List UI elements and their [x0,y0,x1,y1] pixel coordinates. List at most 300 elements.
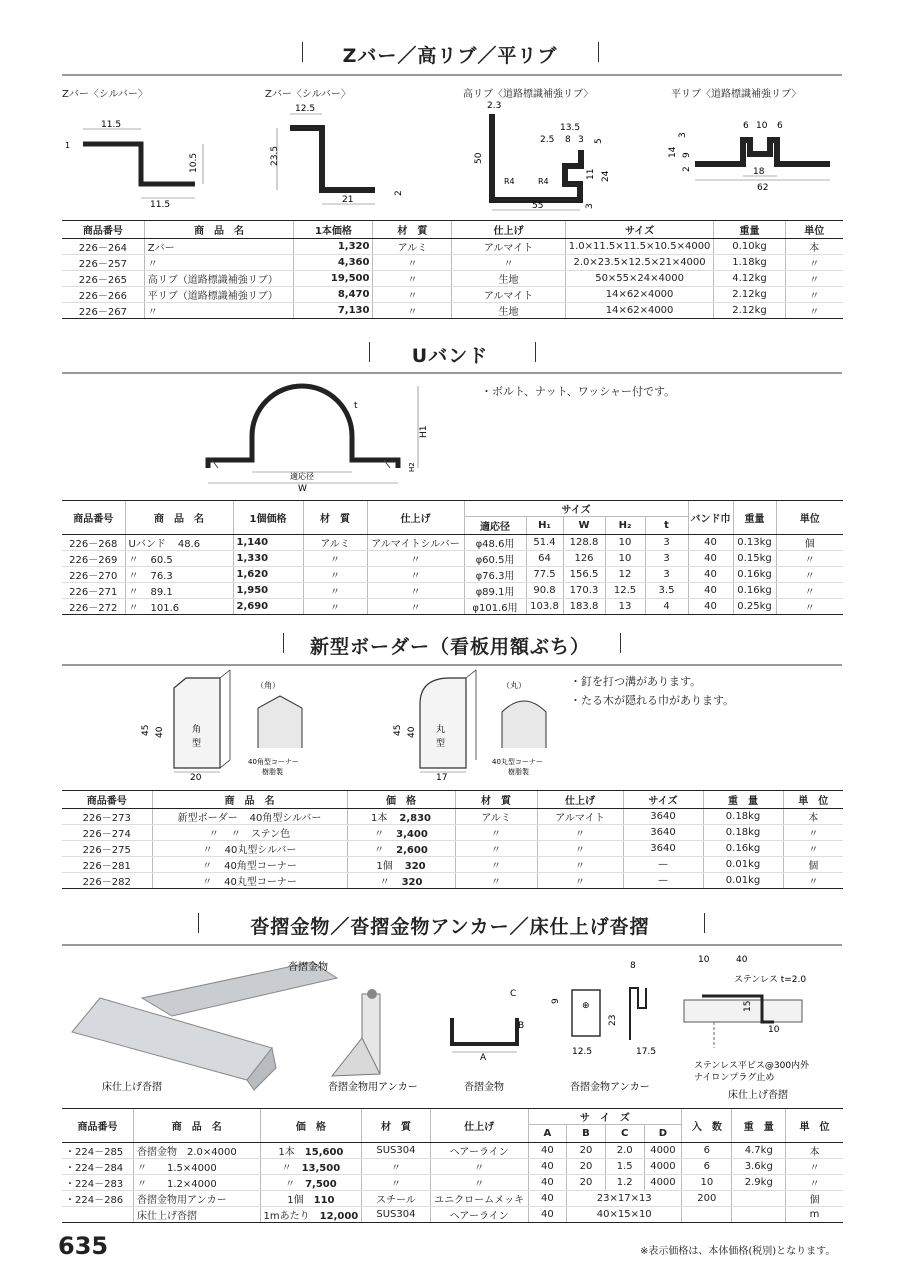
dim-fit: 適応径 [290,472,314,481]
diagram-label-floor: 床仕上げ沓摺 [728,1090,788,1101]
table-row [62,535,843,551]
dim-z2-top: 12.5 [295,104,316,114]
table-cell: 3640 [623,841,703,857]
section-rule [62,74,842,76]
dim-b40: 40 [407,726,417,738]
col-header: 単位 [776,501,843,535]
table-cell: 0.01kg [703,873,783,889]
col-header: t [645,517,688,535]
section-rule [62,664,842,666]
table-cell: 0.25kg [733,599,776,615]
table-cell: 2.12kg [714,303,785,319]
col-header: W [563,517,605,535]
table-cell: 226－282 [62,873,152,889]
table-cell: 128.8 [563,535,605,551]
dim-c: C [510,989,517,999]
dim-z2-t: 2 [394,190,404,196]
table-cell: 〃 [785,303,843,319]
table-cell: Zバー [144,239,294,255]
border-note-2: ・たる木が隠れる巾があります。 [570,694,735,707]
col-header: 適応径 [464,517,526,535]
dim-hr-b: 2.5 [540,135,555,145]
table-cell: 3 [645,535,688,551]
col-header: 仕上げ [367,501,464,535]
dim-hr-r2: R4 [538,177,549,186]
dim-t: t [354,401,358,411]
dim-b45: 45 [393,724,403,736]
table-cell: 226－269 [62,551,125,567]
table-cell: アルマイト [452,239,565,255]
col-header: サ イ ズ [528,1109,682,1125]
dim-fr-a: 6 [743,121,749,131]
uband-diagram [190,380,440,495]
table-cell: 10 [605,551,645,567]
table-cell: 〃 [776,583,843,599]
dim-fr-e: 14 [668,146,678,158]
table-cell: 14×62×4000 [565,303,714,319]
dim-h1: H1 [419,425,429,438]
table-cell: 13 [605,599,645,615]
dim-a45: 45 [141,724,151,736]
table-cell: 64 [526,551,563,567]
table-cell: 〃 101.6 [125,599,233,615]
dim-f10: 10 [698,955,710,965]
col-header: 単 位 [786,1109,843,1143]
table-cell: アルマイト [452,287,565,303]
table-cell: 226－275 [62,841,152,857]
table-cell: 0.16kg [703,841,783,857]
dim-hr-f: 11 [586,168,596,180]
col-header: 1本価格 [294,221,373,239]
col-header: 重量 [714,221,785,239]
round-corner-label: 40丸型コーナー [492,758,543,766]
table-cell: 1.0×11.5×11.5×10.5×4000 [565,239,714,255]
table-cell: 40 [688,535,733,551]
threshold-table-body [62,1143,843,1223]
table-cell: 156.5 [563,567,605,583]
table-cell: 1個 320 [347,857,455,873]
table-cell: 〃 [776,551,843,567]
table-cell: 40 [688,599,733,615]
svg-text:樹脂製: 樹脂製 [262,768,283,776]
table-row [62,303,843,319]
flat-rib-profile [695,140,830,164]
table-cell: 12.5 [605,583,645,599]
col-header: 材 質 [303,501,367,535]
table-cell: 226－274 [62,825,152,841]
dim-fr-w: 62 [757,183,769,193]
col-header: 商品番号 [62,1109,134,1143]
table-cell: 〃 [455,873,537,889]
table-cell: 生地 [452,303,565,319]
anchor-section [572,990,600,1036]
dim-hr-t: 2.3 [487,101,502,111]
table-row [62,271,843,287]
dim-h2: H2 [408,462,416,472]
col-header: 材 質 [362,1109,430,1143]
col-header: C [605,1125,644,1143]
border-table [62,790,843,889]
table-cell: 103.8 [526,599,563,615]
col-header: サイズ [464,501,688,517]
col-header: H₁ [526,517,563,535]
table-cell: 新型ボーダー 40角型シルバー [152,809,347,825]
table-cell: 7,130 [294,303,373,319]
table-cell: 〃 [455,841,537,857]
table-row: ・224－284 〃 1.5×4000 〃 13,500 〃 〃 40 20 1.5 4000 6 3.6kg 〃 [62,1159,843,1175]
table-cell: 〃 [455,857,537,873]
table-cell: アルミ [455,809,537,825]
diagram-label-high-rib: 高リブ〈道路標識補強リブ〉 [463,89,594,100]
table-row: ・224－286 沓摺金物用アンカー 1個 110 スチール ユニクロームメッキ 40 23×17×13 200 個 [62,1191,843,1207]
diagram-label-zbar2: Zバー〈シルバー〉 [265,89,351,100]
stainless-label: ステンレス t=2.0 [734,975,807,985]
table-cell: 0.16kg [733,567,776,583]
dim-fr-f: 9 [682,152,692,158]
dim-17-5: 17.5 [636,1047,657,1057]
col-header: 仕上げ [452,221,565,239]
dim-fr-d: 3 [678,132,688,138]
zbar-table [62,220,843,319]
section-title-zbar: Zバー／高リブ／平リブ [342,45,558,67]
table-row: ・224－283 〃 1.2×4000 〃 7,500 〃 〃 40 20 1.2 4000 10 2.9kg 〃 [62,1175,843,1191]
table-cell: 40 [688,567,733,583]
round-tag: （丸） [502,681,526,690]
table-cell: 高リブ（道路標識補強リブ） [144,271,294,287]
dim-23: 23 [608,1014,618,1026]
col-header: 重 量 [732,1109,786,1143]
dim-z1-bottom: 11.5 [150,200,171,210]
table-cell: 本 [785,239,843,255]
diagram-label-zbar1: Zバー〈シルバー〉 [62,89,148,100]
table-cell: 4.12kg [714,271,785,287]
table-cell: 0.15kg [733,551,776,567]
square-tag: （角） [256,681,280,690]
table-cell: 〃 [537,857,623,873]
square-border-profile [174,678,220,768]
table-cell: 3640 [623,809,703,825]
dim-z1-top: 11.5 [101,120,122,130]
table-cell: 〃 [785,255,843,271]
round-border-profile [420,678,466,768]
table-row [62,599,843,615]
dim-f40: 40 [736,955,748,965]
dim-z1-t: 1 [65,141,71,150]
table-cell: 40 [688,551,733,567]
zbar1-profile [83,144,195,184]
col-header: D [644,1125,682,1143]
table-cell: 〃 [785,287,843,303]
dim-hr-h: 50 [474,152,484,164]
dim-hr-a: 13.5 [560,123,581,133]
col-header: 材 質 [373,221,452,239]
table-cell: 2,690 [233,599,303,615]
dim-8: 8 [630,961,636,971]
table-cell: 1.18kg [714,255,785,271]
plug-label: ナイロンプラグ止め [694,1073,775,1083]
table-cell: 〃 [783,873,843,889]
dim-z2-bottom: 21 [342,195,354,205]
table-row [62,873,843,889]
table-cell: 〃 2,600 [347,841,455,857]
table-cell: 〃 [373,287,452,303]
table-cell: 51.4 [526,535,563,551]
table-cell: 〃 [783,841,843,857]
square-corner-label: 40角型コーナー [248,758,299,766]
section-title-threshold: 沓摺金物／沓摺金物アンカー／床仕上げ沓摺 [250,916,650,938]
dim-hr-e: 5 [594,138,604,144]
col-header: 単 位 [783,791,843,809]
square-type-label: 角 [192,725,202,735]
table-cell: 〃 [144,255,294,271]
table-cell: 〃 [537,841,623,857]
dim-a40: 40 [155,726,165,738]
table-cell: φ48.6用 [464,535,526,551]
table-cell: 〃 40角型コーナー [152,857,347,873]
table-row [62,551,843,567]
table-cell: アルミ [303,535,367,551]
dim-hr-h2: 3 [585,203,595,209]
dim-f15: 15 [743,1000,753,1012]
col-header: 商品番号 [62,221,144,239]
table-cell: 1,620 [233,567,303,583]
table-cell: 〃 [373,255,452,271]
table-cell: 平リブ（道路標識補強リブ） [144,287,294,303]
table-cell: 〃 [776,567,843,583]
table-cell: 0.16kg [733,583,776,599]
table-cell: 90.8 [526,583,563,599]
dim-fr-g: 2 [682,166,692,172]
table-row [62,567,843,583]
table-row: 床仕上げ沓摺 1mあたり 12,000 SUS304 ヘアーライン 40 40×15×10 m [62,1207,843,1223]
table-cell: 1本 2,830 [347,809,455,825]
table-cell: 〃 320 [347,873,455,889]
table-cell: 0.10kg [714,239,785,255]
table-cell: 〃 〃 ステン色 [152,825,347,841]
table-cell: 0.18kg [703,825,783,841]
col-header: 材 質 [455,791,537,809]
table-cell: 〃 [373,271,452,287]
border-note-1: ・釘を打つ溝があります。 [570,675,702,688]
table-cell: 77.5 [526,567,563,583]
col-header: 仕上げ [430,1109,528,1143]
svg-text:型: 型 [436,739,446,749]
table-row [62,809,843,825]
table-cell: 226－272 [62,599,125,615]
table-cell: 〃 [303,583,367,599]
table-cell: 0.18kg [703,809,783,825]
table-cell: 〃 60.5 [125,551,233,567]
dim-hr-c: 8 [565,135,571,145]
dim-fr-c: 6 [777,121,783,131]
photo-label-floor: 床仕上げ沓摺 [102,1082,162,1093]
table-cell: 226－270 [62,567,125,583]
dim-a: A [480,1053,487,1063]
table-cell: — [623,857,703,873]
page-number: 635 [58,1232,109,1260]
col-header: バンド巾 [688,501,733,535]
table-cell: 2.0×23.5×12.5×21×4000 [565,255,714,271]
col-header: 仕上げ [537,791,623,809]
table-cell: 2.12kg [714,287,785,303]
dim-fr-b: 10 [756,121,768,131]
table-cell: 10 [605,535,645,551]
col-header: 商 品 名 [134,1109,261,1143]
photo-label-anchor: 沓摺金物用アンカー [328,1082,418,1093]
col-header: 価 格 [347,791,455,809]
uband-note: ・ボルト、ナット、ワッシャー付です。 [481,385,676,398]
table-cell: 226－257 [62,255,144,271]
table-cell: — [623,873,703,889]
col-header: 商 品 名 [125,501,233,535]
table-cell: 〃 40丸型コーナー [152,873,347,889]
threshold-section [452,1018,517,1044]
threshold-diagrams [62,948,842,1106]
profile-diagrams [55,98,845,218]
table-cell: 1,330 [233,551,303,567]
col-header: 重量 [733,501,776,535]
diagram-label-anchor: 沓摺金物アンカー [570,1082,650,1093]
table-row: ・224－285 沓摺金物 2.0×4000 1本 15,600 SUS304 ヘアーライン 40 20 2.0 4000 6 4.7kg 本 [62,1143,843,1159]
table-cell: 〃 40丸型シルバー [152,841,347,857]
dim-hr-w: 55 [532,201,544,211]
table-cell: 8,470 [294,287,373,303]
section-rule [62,372,842,374]
table-cell: 4 [645,599,688,615]
table-cell: 〃 89.1 [125,583,233,599]
table-cell: アルマイトシルバー [367,535,464,551]
table-cell: 〃 [144,303,294,319]
col-header: 重 量 [703,791,783,809]
zbar2-profile [290,128,375,190]
threshold-table [62,1108,843,1223]
col-header: H₂ [605,517,645,535]
table-cell: 40 [688,583,733,599]
table-row [62,841,843,857]
table-cell: 〃 [367,599,464,615]
table-cell: 〃 [367,583,464,599]
table-cell: Uバンド 48.6 [125,535,233,551]
table-cell: 〃 3,400 [347,825,455,841]
col-header: 単位 [785,221,843,239]
table-cell: 〃 [537,825,623,841]
table-cell: 〃 [537,873,623,889]
svg-text:⊕: ⊕ [582,1001,590,1011]
col-header: 価 格 [260,1109,362,1143]
table-cell: 〃 [785,271,843,287]
section-title-border: 新型ボーダー（看板用額ぶち） [309,636,590,658]
table-cell: 12 [605,567,645,583]
dim-b: B [518,1021,525,1031]
table-cell: 226－265 [62,271,144,287]
diagram-label-threshold: 沓摺金物 [464,1082,504,1093]
dim-w: W [298,484,307,494]
table-cell: 〃 [373,303,452,319]
table-cell: φ89.1用 [464,583,526,599]
table-cell: 本 [783,809,843,825]
diagram-label-flat-rib: 平リブ〈道路標識補強リブ〉 [671,89,802,100]
table-cell: 3640 [623,825,703,841]
table-cell: 4,360 [294,255,373,271]
table-cell: 226－264 [62,239,144,255]
table-cell: 〃 [452,255,565,271]
table-cell: 226－271 [62,583,125,599]
table-cell: 3 [645,567,688,583]
table-cell: 個 [776,535,843,551]
table-cell: φ76.3用 [464,567,526,583]
table-row [62,287,843,303]
table-cell: 126 [563,551,605,567]
col-header: 1個価格 [233,501,303,535]
uband-table [62,500,843,615]
table-cell: 226－268 [62,535,125,551]
table-cell: φ101.6用 [464,599,526,615]
table-cell: 〃 [303,567,367,583]
col-header: サイズ [565,221,714,239]
dim-fr-h: 18 [753,167,765,177]
table-cell: 〃 [303,599,367,615]
table-cell: 〃 76.3 [125,567,233,583]
table-cell: 〃 [783,825,843,841]
table-cell: 〃 [303,551,367,567]
table-cell: 226－267 [62,303,144,319]
table-cell: 50×55×24×4000 [565,271,714,287]
section-title-uband: Uバンド [411,345,489,367]
table-cell: 226－273 [62,809,152,825]
table-cell: 226－281 [62,857,152,873]
table-cell: 19,500 [294,271,373,287]
col-header: 商 品 名 [144,221,294,239]
table-cell: アルミ [373,239,452,255]
col-header: 商 品 名 [152,791,347,809]
table-cell: 1,320 [294,239,373,255]
screw-label: ステンレス平ビス@300内外 [694,1061,810,1071]
round-corner-icon [502,701,546,748]
dim-b17: 17 [436,773,448,783]
table-cell: 3 [645,551,688,567]
svg-text:樹脂製: 樹脂製 [508,768,529,776]
table-row [62,583,843,599]
table-cell: 1,950 [233,583,303,599]
svg-text:型: 型 [192,739,202,749]
dim-f10b: 10 [768,1025,780,1035]
dim-hr-g: 24 [601,170,611,182]
table-cell: アルマイト [537,809,623,825]
section-rule [62,944,842,946]
dim-a20: 20 [190,773,202,783]
footer-note: ※表示価格は、本体価格(税別)となります。 [640,1246,836,1257]
table-cell: 3.5 [645,583,688,599]
col-header: 入 数 [682,1109,732,1143]
dim-hr-r1: R4 [504,177,515,186]
table-cell: 170.3 [563,583,605,599]
photo-label-threshold: 沓摺金物 [288,962,328,973]
round-type-label: 丸 [436,725,446,735]
table-cell: 226－266 [62,287,144,303]
table-cell: 〃 [455,825,537,841]
col-header: 商品番号 [62,791,152,809]
square-corner-icon [258,696,302,748]
col-header: B [567,1125,606,1143]
uband-profile [208,386,398,468]
table-cell: 個 [783,857,843,873]
dim-12-5: 12.5 [572,1047,593,1057]
dim-9: 9 [551,998,561,1004]
border-diagrams [130,668,570,784]
table-row [62,255,843,271]
dim-z2-side: 23.5 [270,145,280,166]
table-cell: 183.8 [563,599,605,615]
